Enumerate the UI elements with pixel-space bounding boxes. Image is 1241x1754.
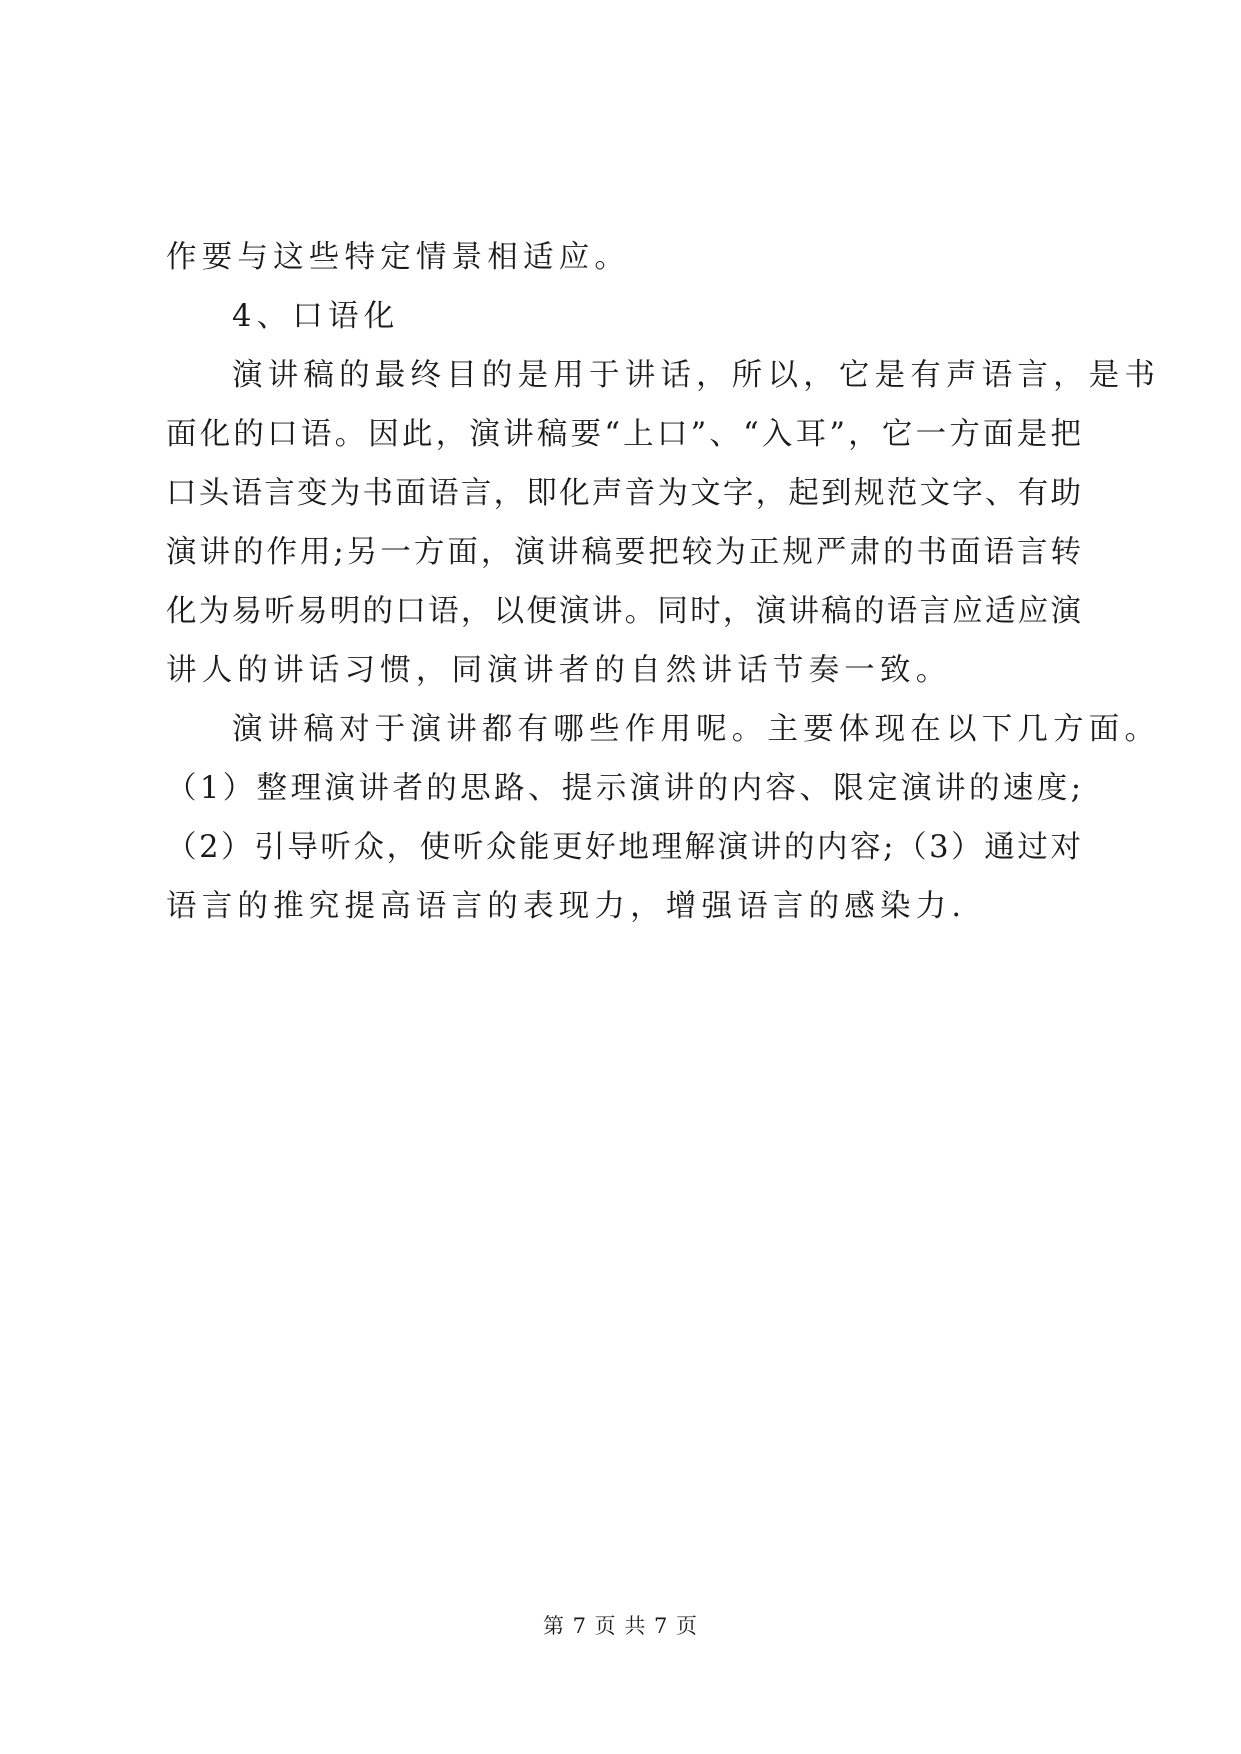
paragraph-line: 面化的口语。因此，演讲稿要“上口”、“入耳”，它一方面是把 xyxy=(166,417,1081,452)
paragraph-line: 演讲稿的最终目的是用于讲话，所以，它是有声语言，是书 xyxy=(232,358,1161,393)
paragraph-line: （1）整理演讲者的思路、提示演讲的内容、限定演讲的速度; xyxy=(166,771,1081,806)
paragraph-line: 演讲的作用;另一方面，演讲稿要把较为正规严肃的书面语言转 xyxy=(166,535,1081,570)
paragraph-line: 化为易听易明的口语，以便演讲。同时，演讲稿的语言应适应演 xyxy=(166,594,1081,629)
paragraph-line: （2）引导听众，使听众能更好地理解演讲的内容;（3）通过对 xyxy=(166,830,1081,865)
paragraph-line: 口头语言变为书面语言，即化声音为文字，起到规范文字、有助 xyxy=(166,476,1081,511)
section-heading: 4、口语化 xyxy=(232,299,400,334)
page-number-footer: 第 7 页 共 7 页 xyxy=(542,1614,699,1638)
paragraph-line: 讲人的讲话习惯，同演讲者的自然讲话节奏一致。 xyxy=(166,653,952,688)
paragraph-line: 作要与这些特定情景相适应。 xyxy=(166,240,631,275)
paragraph-line: 演讲稿对于演讲都有哪些作用呢。主要体现在以下几方面。 xyxy=(232,712,1161,747)
paragraph-line: 语言的推究提高语言的表现力，增强语言的感染力. xyxy=(166,889,967,924)
body-text xyxy=(166,228,1161,936)
